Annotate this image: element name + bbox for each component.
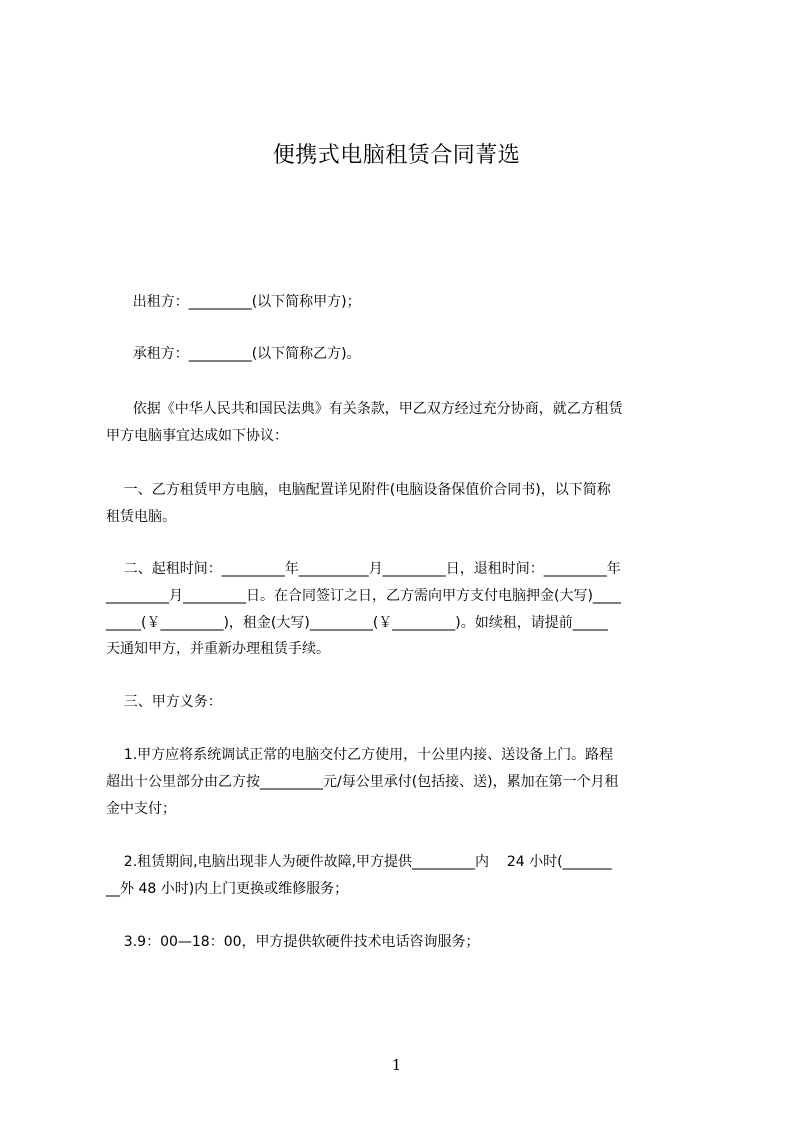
obligation-1-line-2: 超出十公里部分由乙方按_________元/每公里承付(包括接、送)，累加在第一个月租: [106, 774, 619, 790]
clause-2-line-4: 天通知甲方，并重新办理租赁手续。: [106, 641, 330, 657]
clause-1-line-2: 租赁电脑。: [106, 509, 176, 525]
obligation-1-line-3: 金中支付；: [106, 801, 176, 817]
clause-2-line-1: 二、起租时间：_________年__________月_________日，退租时间：_________年: [106, 561, 621, 577]
lessor-line: 出租方：_________(以下简称甲方)；: [106, 294, 361, 310]
clause-3-heading: 三、甲方义务：: [106, 694, 222, 710]
clause-2-line-2: _________月_________日。在合同签订之日，乙方需向甲方支付电脑押金(大写)____: [106, 588, 621, 604]
preamble-line-2: 甲方电脑事宜达成如下协议：: [106, 428, 288, 444]
preamble-line-1: 依据《中华人民共和国民法典》有关条款，甲乙双方经过充分协商，就乙方租赁: [106, 401, 623, 417]
lessee-line: 承租方：_________(以下简称乙方)。: [106, 346, 361, 362]
obligation-2-line-1: 2.租赁期间,电脑出现非人为硬件故障,甲方提供_________内 24 小时(_______: [106, 854, 612, 870]
clause-2-line-3: _____(￥_________)，租金(大写)_________(￥_________)。如续租，请提前_____: [106, 615, 608, 631]
clause-1-line-1: 一、乙方租赁甲方电脑，电脑配置详见附件(电脑设备保值价合同书)，以下简称: [106, 482, 611, 498]
obligation-1-line-1: 1.甲方应将系统调试正常的电脑交付乙方使用，十公里内接、送设备上门。路程: [106, 747, 614, 763]
obligation-3-line: 3.9：00—18：00，甲方提供软硬件技术电话咨询服务；: [106, 934, 480, 950]
page-number: 1: [391, 1056, 402, 1074]
obligation-2-line-2: __外 48 小时)内上门更换或维修服务；: [106, 881, 349, 897]
document-title: 便携式电脑租赁合同菁选: [272, 143, 521, 168]
